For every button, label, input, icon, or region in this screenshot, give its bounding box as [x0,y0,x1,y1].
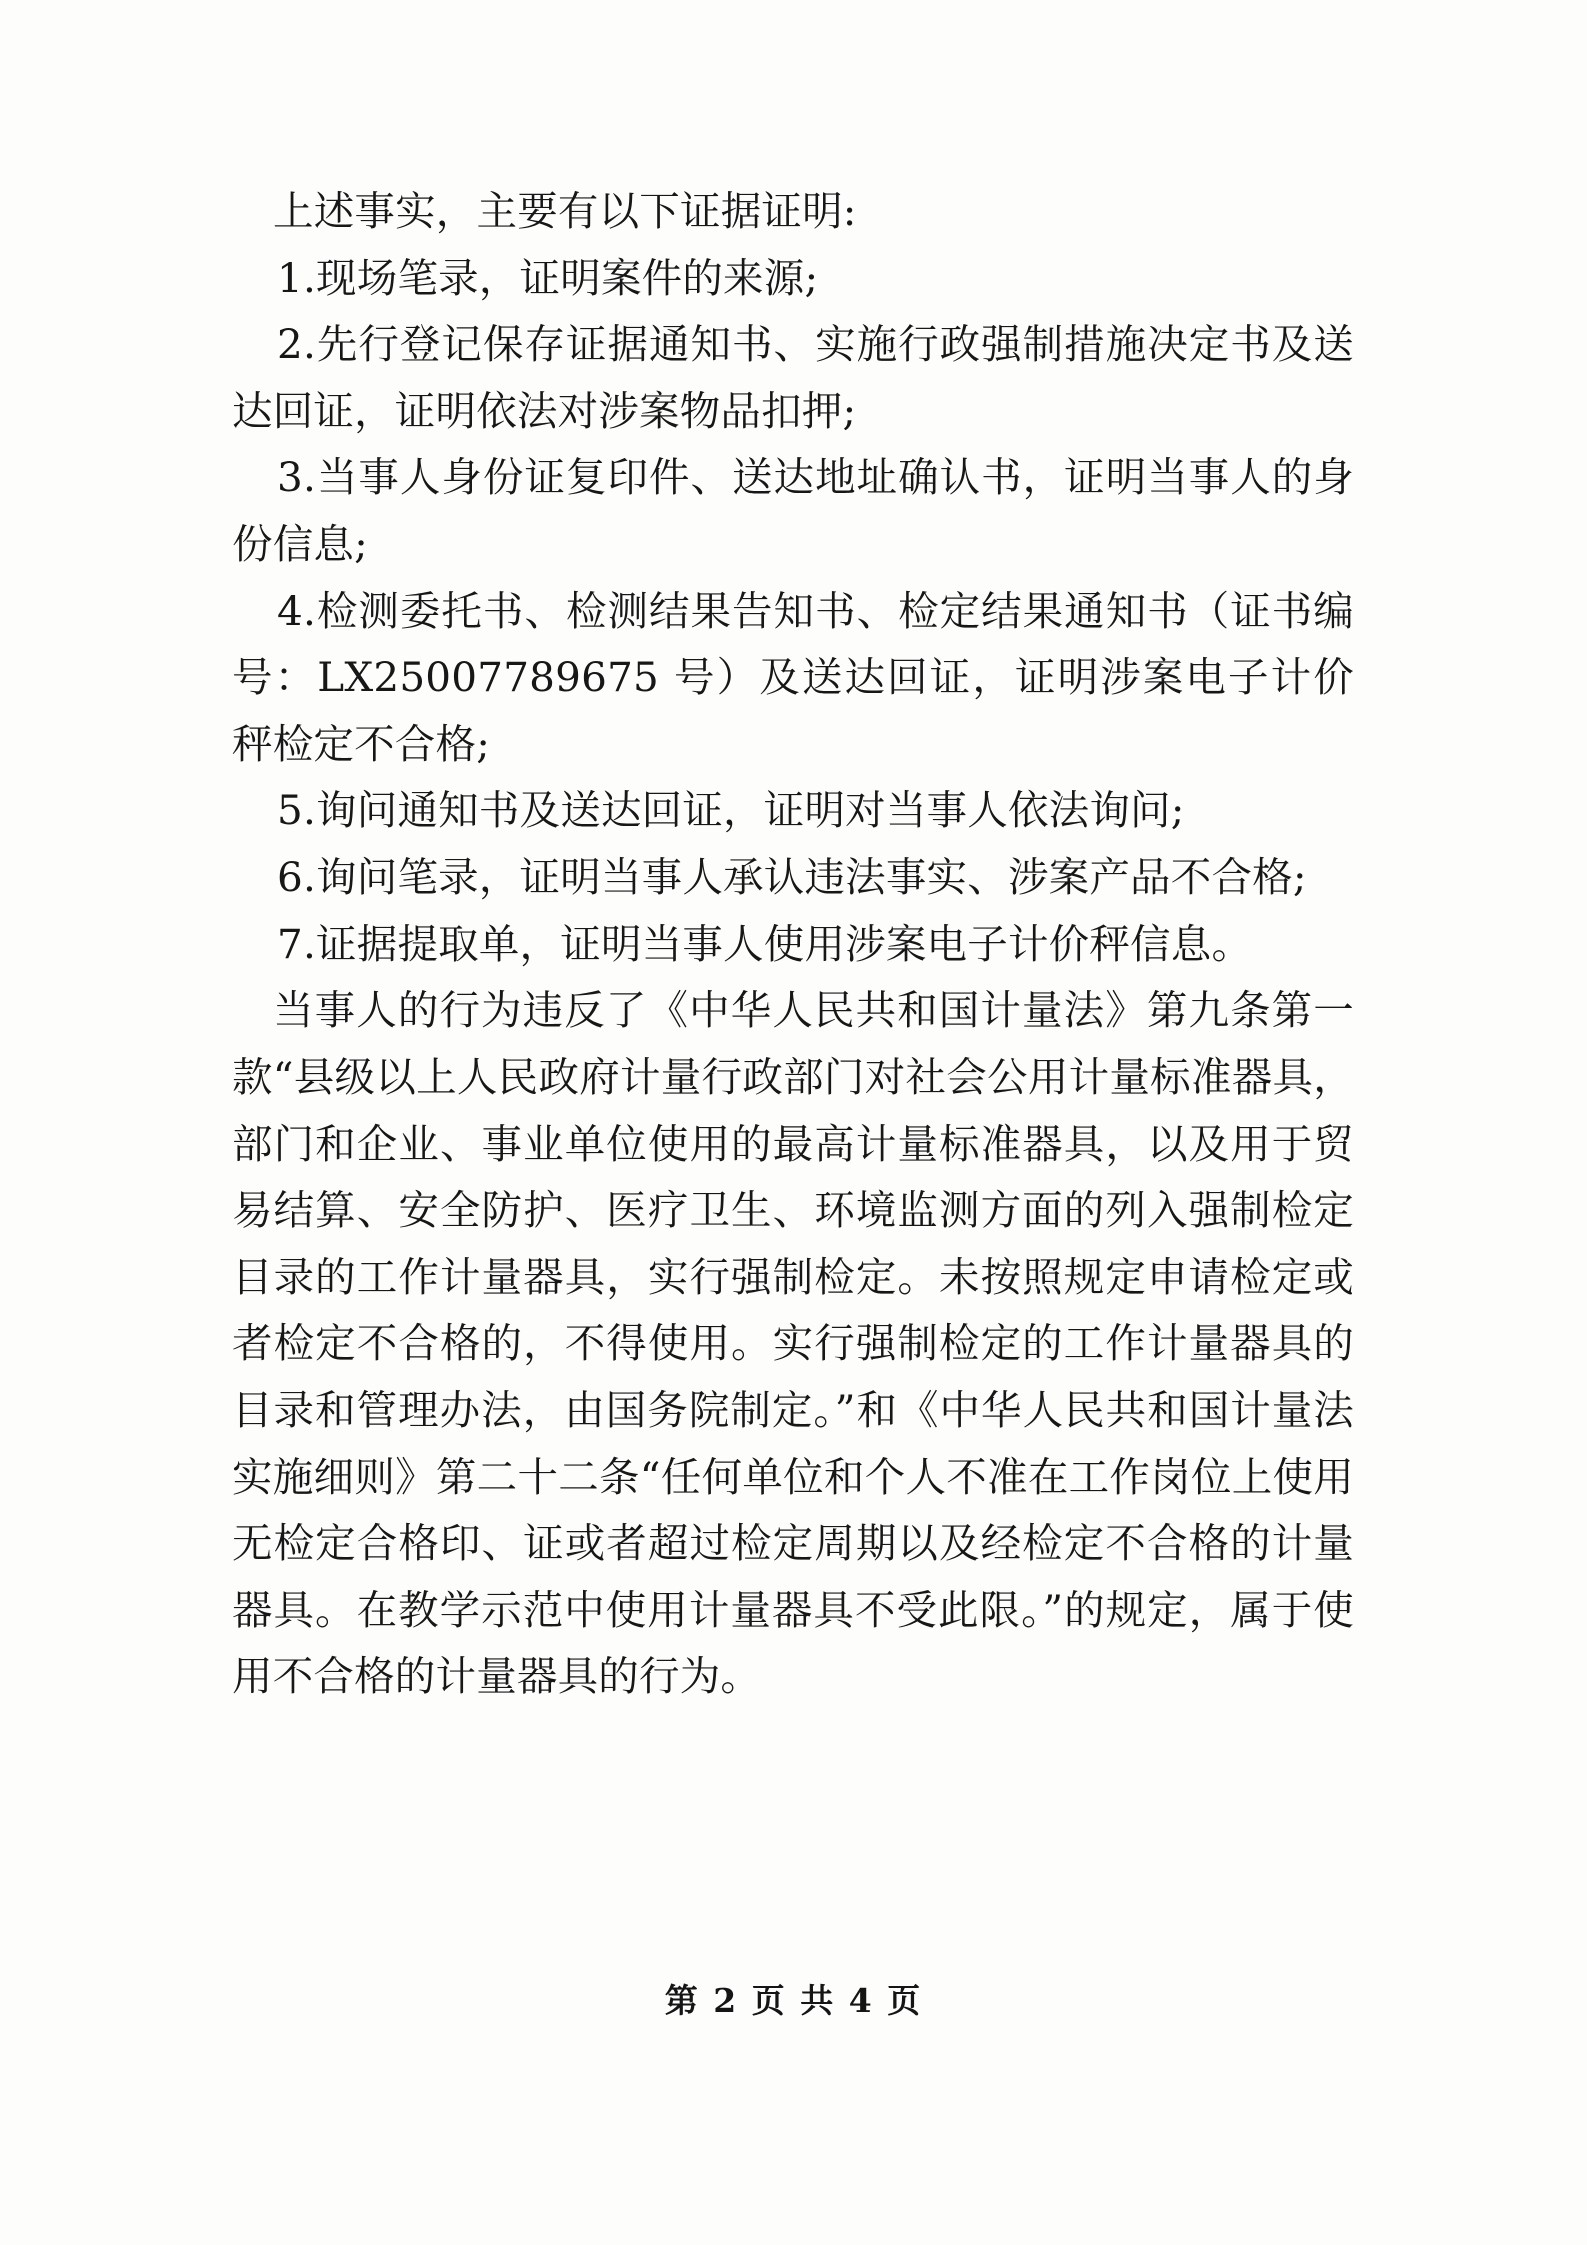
paragraph-legal-basis: 当事人的行为违反了《中华人民共和国计量法》第九条第一款“县级以上人民政府计量行政部门对社会公用计量标准器具，部门和企业、事业单位使用的最高计量标准器具，以及用于贸易结算、安全防护、医疗卫生、环境监测方面的列入强制检定目录的工作计量器具，实行强制检定。未按照规定申请检定或者检定不合格的，不得使用。实行强制检定的工作计量器具的目录和管理办法，由国务院制定。”和《中华人民共和国计量法实施细则》第二十二条“任何单位和个人不准在工作岗位上使用无检定合格印、证或者超过检定周期以及经检定不合格的计量器具。在教学示范中使用计量器具不受此限。”的规定，属于使用不合格的计量器具的行为。 [232,986,1354,1701]
evidence-item-4: 4.检测委托书、检测结果告知书、检定结果通知书（证书编号：LX25007789675 号）及送达回证，证明涉案电子计价秤检定不合格; [232,586,1354,768]
paragraph-intro: 上述事实，主要有以下证据证明: [273,187,857,235]
footer-total-pages: 4 [848,1981,874,2020]
evidence-item-1: 1.现场笔录，证明案件的来源; [277,253,819,302]
evidence-item-7: 7.证据提取单，证明当事人使用涉案电子计价秤信息。 [277,919,1253,968]
document-body [232,178,1354,1710]
evidence-item-5: 5.询问通知书及送达回证，证明对当事人依法询问; [277,786,1185,835]
page-footer [0,1975,1587,2022]
footer-middle: 页 共 [751,1981,836,2020]
evidence-item-6: 6.询问笔录，证明当事人承认违法事实、涉案产品不合格; [277,853,1307,902]
evidence-item-3: 3.当事人身份证复印件、送达地址确认书，证明当事人的身份信息; [232,453,1354,569]
footer-current-page: 2 [713,1981,739,2020]
footer-suffix: 页 [887,1981,923,2020]
evidence-item-2: 2.先行登记保存证据通知书、实施行政强制措施决定书及送达回证，证明依法对涉案物品扣押; [232,320,1354,435]
footer-prefix: 第 [664,1981,700,2020]
